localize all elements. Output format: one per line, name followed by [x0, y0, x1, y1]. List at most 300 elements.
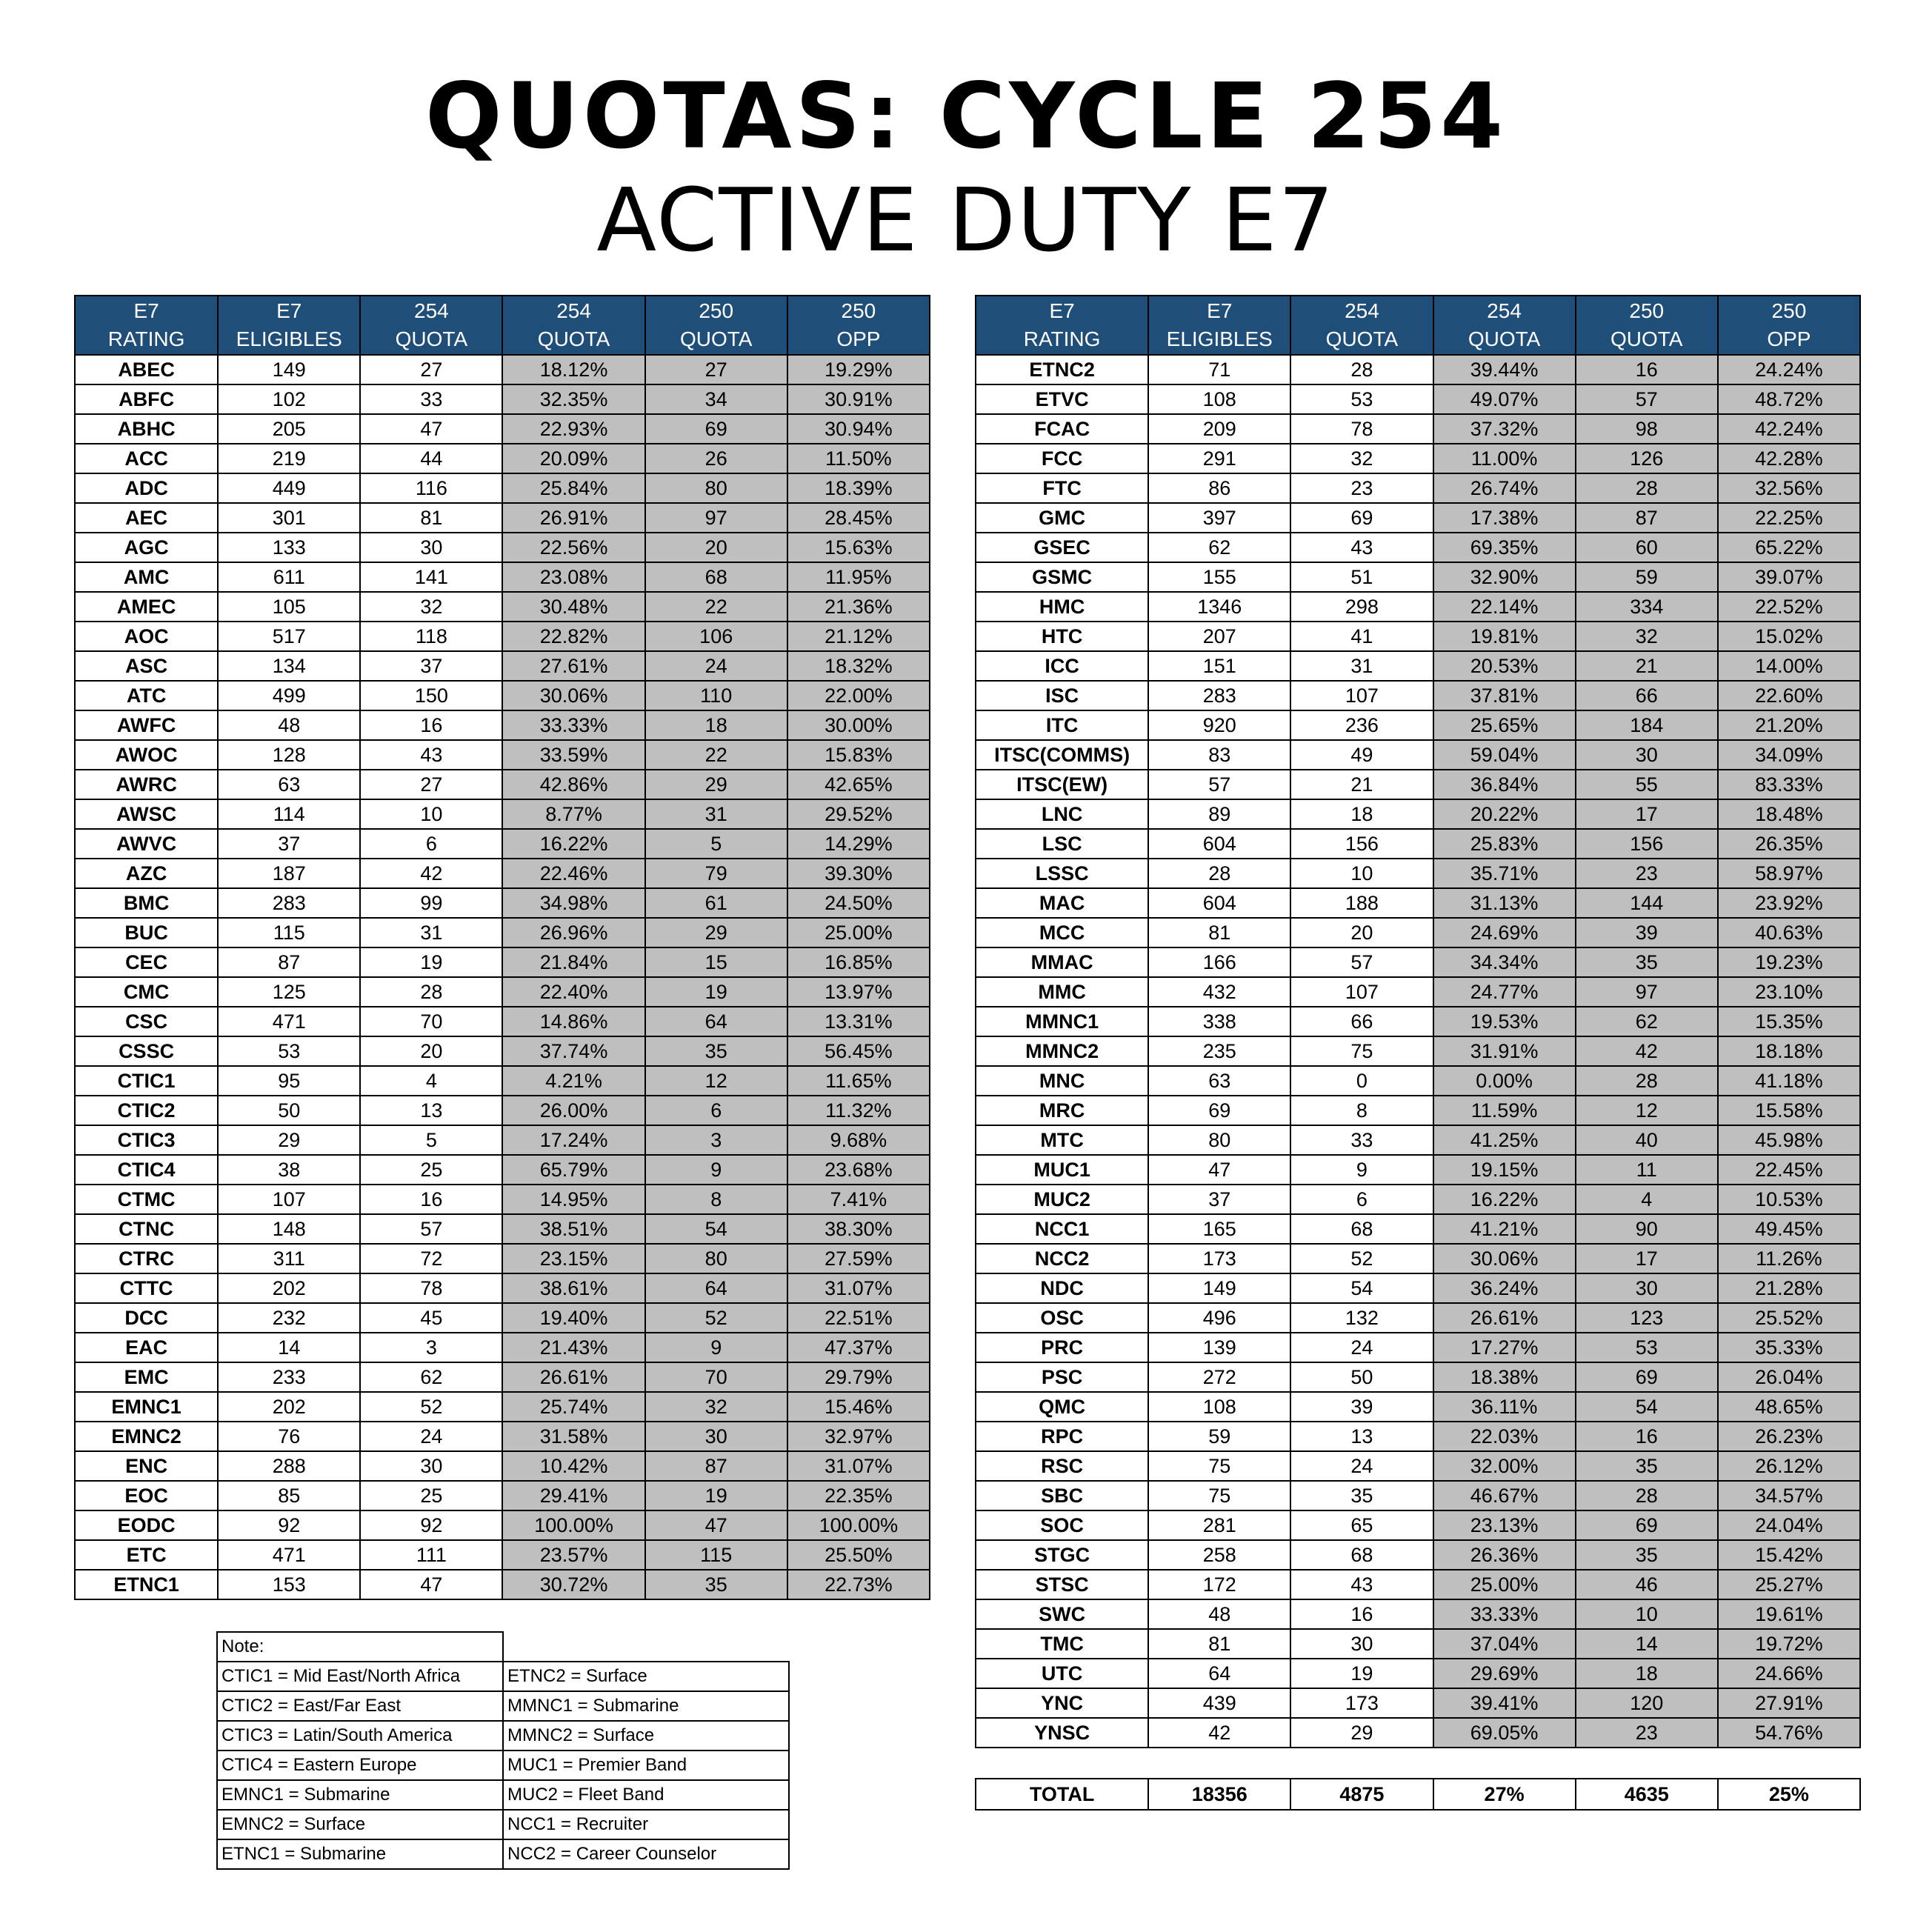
opp-250-cell: 14.29% — [787, 829, 930, 859]
quota-254-cell: 50 — [1290, 1362, 1433, 1392]
table-row — [976, 1481, 1860, 1510]
quota-254-pct-cell: 24.69% — [1433, 918, 1576, 947]
quota-254-pct-cell: 23.13% — [1433, 1510, 1576, 1540]
quota-250-cell: 120 — [1576, 1688, 1718, 1718]
rating-cell: MMAC — [976, 947, 1148, 977]
quota-254-cell: 141 — [360, 562, 502, 592]
opp-250-cell: 23.68% — [787, 1155, 930, 1185]
table-row — [976, 1599, 1860, 1629]
quota-254-cell: 92 — [360, 1510, 502, 1540]
rating-cell: CEC — [75, 947, 218, 977]
opp-250-cell: 19.29% — [787, 355, 930, 384]
rating-cell: RSC — [976, 1451, 1148, 1481]
quota-254-pct-cell: 17.38% — [1433, 503, 1576, 533]
quota-254-cell: 29 — [1290, 1718, 1433, 1748]
rating-cell: LSC — [976, 829, 1148, 859]
note-cell: MUC1 = Premier Band — [503, 1751, 789, 1780]
quota-250-cell: 98 — [1576, 414, 1718, 444]
eligibles-cell: 291 — [1148, 444, 1290, 473]
quota-254-cell: 25 — [360, 1481, 502, 1510]
rating-cell: UTC — [976, 1659, 1148, 1688]
quota-250-cell: 53 — [1576, 1333, 1718, 1362]
quota-254-pct-cell: 30.48% — [502, 592, 644, 622]
opp-250-cell: 11.26% — [1718, 1244, 1860, 1273]
column-header-line: 254 — [414, 299, 449, 322]
quota-254-pct-cell: 32.00% — [1433, 1451, 1576, 1481]
quota-250-cell: 20 — [645, 533, 787, 562]
quota-254-cell: 52 — [1290, 1244, 1433, 1273]
table-row — [75, 1096, 930, 1125]
quota-250-cell: 334 — [1576, 592, 1718, 622]
eligibles-cell: 125 — [218, 977, 360, 1007]
quota-250-cell: 144 — [1576, 888, 1718, 918]
eligibles-cell: 439 — [1148, 1688, 1290, 1718]
table-row — [976, 503, 1860, 533]
page-subtitle: ACTIVE DUTY E7 — [596, 169, 1336, 271]
opp-250-cell: 14.00% — [1718, 651, 1860, 681]
opp-250-cell: 7.41% — [787, 1185, 930, 1214]
quota-254-cell: 54 — [1290, 1273, 1433, 1303]
total-table — [975, 1778, 1861, 1811]
quota-250-cell: 30 — [645, 1422, 787, 1451]
column-header-line: ELIGIBLES — [1166, 327, 1273, 350]
quota-250-cell: 70 — [645, 1362, 787, 1392]
quota-254-cell: 45 — [360, 1303, 502, 1333]
quota-254-pct-cell: 46.67% — [1433, 1481, 1576, 1510]
table-row — [75, 1422, 930, 1451]
eligibles-cell: 151 — [1148, 651, 1290, 681]
opp-250-cell: 39.30% — [787, 859, 930, 888]
opp-250-cell: 21.28% — [1718, 1273, 1860, 1303]
note-cell: MMNC2 = Surface — [503, 1721, 789, 1751]
quota-254-pct-cell: 20.09% — [502, 444, 644, 473]
notes-blank-cell — [503, 1632, 789, 1662]
opp-250-cell: 21.12% — [787, 622, 930, 651]
table-row — [976, 533, 1860, 562]
rating-cell: BUC — [75, 918, 218, 947]
quota-254-pct-cell: 29.69% — [1433, 1659, 1576, 1688]
eligibles-cell: 604 — [1148, 888, 1290, 918]
note-cell: CTIC2 = East/Far East — [217, 1691, 503, 1721]
column-header — [976, 296, 1148, 355]
quota-254-pct-cell: 14.95% — [502, 1185, 644, 1214]
opp-250-cell: 39.07% — [1718, 562, 1860, 592]
column-header — [218, 296, 360, 355]
eligibles-cell: 107 — [218, 1185, 360, 1214]
column-header — [1576, 296, 1718, 355]
table-row — [976, 1214, 1860, 1244]
opp-250-cell: 15.63% — [787, 533, 930, 562]
opp-250-cell: 34.09% — [1718, 740, 1860, 770]
quota-250-cell: 29 — [645, 918, 787, 947]
eligibles-cell: 258 — [1148, 1540, 1290, 1570]
quota-250-cell: 34 — [645, 384, 787, 414]
eligibles-cell: 153 — [218, 1570, 360, 1599]
table-row — [976, 1510, 1860, 1540]
quota-250-cell: 54 — [645, 1214, 787, 1244]
quota-250-cell: 17 — [1576, 1244, 1718, 1273]
quota-254-cell: 43 — [1290, 1570, 1433, 1599]
quota-250-cell: 12 — [1576, 1096, 1718, 1125]
quota-254-cell: 8 — [1290, 1096, 1433, 1125]
quota-250-cell: 55 — [1576, 770, 1718, 799]
opp-250-cell: 24.04% — [1718, 1510, 1860, 1540]
eligibles-cell: 75 — [1148, 1451, 1290, 1481]
eligibles-cell: 149 — [1148, 1273, 1290, 1303]
eligibles-cell: 71 — [1148, 355, 1290, 384]
opp-250-cell: 28.45% — [787, 503, 930, 533]
column-header-line: 250 — [1771, 299, 1807, 322]
quota-254-cell: 173 — [1290, 1688, 1433, 1718]
opp-250-cell: 22.60% — [1718, 681, 1860, 710]
quota-254-cell: 39 — [1290, 1392, 1433, 1422]
table-row — [75, 1125, 930, 1155]
column-header-line: RATING — [107, 327, 185, 350]
quota-254-pct-cell: 69.05% — [1433, 1718, 1576, 1748]
rating-cell: AEC — [75, 503, 218, 533]
eligibles-cell: 920 — [1148, 710, 1290, 740]
rating-cell: ADC — [75, 473, 218, 503]
quota-250-cell: 16 — [1576, 1422, 1718, 1451]
quota-254-cell: 70 — [360, 1007, 502, 1036]
quota-250-cell: 14 — [1576, 1629, 1718, 1659]
rating-cell: HMC — [976, 592, 1148, 622]
quota-250-cell: 54 — [1576, 1392, 1718, 1422]
rating-cell: SWC — [976, 1599, 1148, 1629]
quota-254-pct-cell: 17.24% — [502, 1125, 644, 1155]
opp-250-cell: 15.35% — [1718, 1007, 1860, 1036]
table-row — [976, 1185, 1860, 1214]
quota-254-pct-cell: 37.32% — [1433, 414, 1576, 444]
quota-254-cell: 19 — [1290, 1659, 1433, 1688]
quota-254-cell: 53 — [1290, 384, 1433, 414]
quota-250-cell: 42 — [1576, 1036, 1718, 1066]
notes-table — [216, 1631, 790, 1870]
total-254-quota-pct: 27% — [1433, 1779, 1576, 1810]
opp-250-cell: 16.85% — [787, 947, 930, 977]
quota-table-right — [975, 295, 1861, 1748]
quota-254-cell: 75 — [1290, 1036, 1433, 1066]
quota-254-pct-cell: 20.53% — [1433, 651, 1576, 681]
quota-254-cell: 10 — [1290, 859, 1433, 888]
quota-254-pct-cell: 29.41% — [502, 1481, 644, 1510]
table-row — [75, 1303, 930, 1333]
eligibles-cell: 42 — [1148, 1718, 1290, 1748]
opp-250-cell: 24.66% — [1718, 1659, 1860, 1688]
opp-250-cell: 18.32% — [787, 651, 930, 681]
table-row — [75, 977, 930, 1007]
rating-cell: EMNC2 — [75, 1422, 218, 1451]
table-row — [75, 681, 930, 710]
table-row — [976, 1333, 1860, 1362]
notes-label: Note: — [217, 1632, 503, 1662]
quota-250-cell: 17 — [1576, 799, 1718, 829]
quota-254-pct-cell: 65.79% — [502, 1155, 644, 1185]
eligibles-cell: 64 — [1148, 1659, 1290, 1688]
opp-250-cell: 23.10% — [1718, 977, 1860, 1007]
quota-254-pct-cell: 18.12% — [502, 355, 644, 384]
table-row — [75, 918, 930, 947]
rating-cell: RPC — [976, 1422, 1148, 1451]
rating-cell: AMC — [75, 562, 218, 592]
opp-250-cell: 100.00% — [787, 1510, 930, 1540]
eligibles-cell: 139 — [1148, 1333, 1290, 1362]
quota-250-cell: 26 — [645, 444, 787, 473]
rating-cell: ICC — [976, 651, 1148, 681]
quota-254-cell: 47 — [360, 414, 502, 444]
eligibles-cell: 85 — [218, 1481, 360, 1510]
quota-254-cell: 4 — [360, 1066, 502, 1096]
opp-250-cell: 83.33% — [1718, 770, 1860, 799]
rating-cell: SOC — [976, 1510, 1148, 1540]
column-header — [502, 296, 644, 355]
quota-250-cell: 35 — [645, 1036, 787, 1066]
eligibles-cell: 611 — [218, 562, 360, 592]
table-row — [75, 355, 930, 384]
table-row — [976, 1125, 1860, 1155]
quota-254-cell: 78 — [360, 1273, 502, 1303]
rating-cell: CTMC — [75, 1185, 218, 1214]
rating-cell: LNC — [976, 799, 1148, 829]
opp-250-cell: 32.97% — [787, 1422, 930, 1451]
quota-250-cell: 35 — [645, 1570, 787, 1599]
quota-254-pct-cell: 11.00% — [1433, 444, 1576, 473]
rating-cell: ITSC(COMMS) — [976, 740, 1148, 770]
note-cell: EMNC1 = Submarine — [217, 1780, 503, 1810]
quota-250-cell: 87 — [1576, 503, 1718, 533]
quota-254-cell: 28 — [360, 977, 502, 1007]
quota-254-cell: 31 — [360, 918, 502, 947]
rating-cell: ATC — [75, 681, 218, 710]
quota-250-cell: 32 — [645, 1392, 787, 1422]
quota-254-cell: 25 — [360, 1155, 502, 1185]
quota-254-cell: 298 — [1290, 592, 1433, 622]
table-body — [75, 355, 930, 1599]
quota-254-pct-cell: 34.34% — [1433, 947, 1576, 977]
eligibles-cell: 272 — [1148, 1362, 1290, 1392]
quota-250-cell: 32 — [1576, 622, 1718, 651]
opp-250-cell: 22.52% — [1718, 592, 1860, 622]
rating-cell: EMC — [75, 1362, 218, 1392]
eligibles-cell: 496 — [1148, 1303, 1290, 1333]
opp-250-cell: 45.98% — [1718, 1125, 1860, 1155]
column-header-line: 254 — [1345, 299, 1379, 322]
quota-254-cell: 32 — [1290, 444, 1433, 473]
quota-254-pct-cell: 22.56% — [502, 533, 644, 562]
quota-254-pct-cell: 8.77% — [502, 799, 644, 829]
column-header — [787, 296, 930, 355]
quota-254-cell: 107 — [1290, 681, 1433, 710]
note-cell: CTIC4 = Eastern Europe — [217, 1751, 503, 1780]
table-row — [75, 1244, 930, 1273]
quota-254-pct-cell: 26.96% — [502, 918, 644, 947]
eligibles-cell: 155 — [1148, 562, 1290, 592]
eligibles-cell: 166 — [1148, 947, 1290, 977]
rating-cell: ISC — [976, 681, 1148, 710]
quota-250-cell: 30 — [1576, 1273, 1718, 1303]
quota-254-pct-cell: 22.93% — [502, 414, 644, 444]
eligibles-cell: 449 — [218, 473, 360, 503]
rating-cell: STSC — [976, 1570, 1148, 1599]
eligibles-cell: 338 — [1148, 1007, 1290, 1036]
quota-254-pct-cell: 35.71% — [1433, 859, 1576, 888]
eligibles-cell: 233 — [218, 1362, 360, 1392]
opp-250-cell: 38.30% — [787, 1214, 930, 1244]
eligibles-cell: 148 — [218, 1214, 360, 1244]
quota-254-pct-cell: 25.83% — [1433, 829, 1576, 859]
rating-cell: MRC — [976, 1096, 1148, 1125]
quota-254-cell: 57 — [360, 1214, 502, 1244]
column-header — [1290, 296, 1433, 355]
quota-254-pct-cell: 100.00% — [502, 1510, 644, 1540]
opp-250-cell: 26.23% — [1718, 1422, 1860, 1451]
note-row — [217, 1839, 789, 1869]
opp-250-cell: 19.61% — [1718, 1599, 1860, 1629]
table-row — [75, 710, 930, 740]
table-row — [75, 1185, 930, 1214]
table-row — [976, 1570, 1860, 1599]
quota-254-pct-cell: 33.33% — [1433, 1599, 1576, 1629]
opp-250-cell: 41.18% — [1718, 1066, 1860, 1096]
rating-cell: MMNC1 — [976, 1007, 1148, 1036]
table-row — [976, 1273, 1860, 1303]
quota-250-cell: 23 — [1576, 1718, 1718, 1748]
quota-250-cell: 106 — [645, 622, 787, 651]
opp-250-cell: 25.52% — [1718, 1303, 1860, 1333]
table-row — [75, 592, 930, 622]
rating-cell: TMC — [976, 1629, 1148, 1659]
quota-254-cell: 9 — [1290, 1155, 1433, 1185]
table-row — [75, 414, 930, 444]
rating-cell: AMEC — [75, 592, 218, 622]
quota-254-pct-cell: 19.53% — [1433, 1007, 1576, 1036]
eligibles-cell: 149 — [218, 355, 360, 384]
eligibles-cell: 202 — [218, 1273, 360, 1303]
rating-cell: AWVC — [75, 829, 218, 859]
quota-254-pct-cell: 69.35% — [1433, 533, 1576, 562]
table-row — [976, 859, 1860, 888]
quota-254-cell: 13 — [1290, 1422, 1433, 1451]
rating-cell: CTTC — [75, 1273, 218, 1303]
opp-250-cell: 49.45% — [1718, 1214, 1860, 1244]
rating-cell: YNC — [976, 1688, 1148, 1718]
quota-254-pct-cell: 0.00% — [1433, 1066, 1576, 1096]
quota-254-cell: 107 — [1290, 977, 1433, 1007]
quota-254-pct-cell: 25.65% — [1433, 710, 1576, 740]
eligibles-cell: 76 — [218, 1422, 360, 1451]
quota-254-cell: 43 — [1290, 533, 1433, 562]
eligibles-cell: 95 — [218, 1066, 360, 1096]
table-row — [75, 1155, 930, 1185]
quota-254-cell: 188 — [1290, 888, 1433, 918]
eligibles-cell: 202 — [218, 1392, 360, 1422]
quota-254-cell: 43 — [360, 740, 502, 770]
quota-254-cell: 21 — [1290, 770, 1433, 799]
eligibles-cell: 63 — [1148, 1066, 1290, 1096]
table-row — [976, 799, 1860, 829]
table-row — [75, 562, 930, 592]
quota-250-cell: 40 — [1576, 1125, 1718, 1155]
opp-250-cell: 10.53% — [1718, 1185, 1860, 1214]
table-row — [976, 1629, 1860, 1659]
quota-250-cell: 69 — [1576, 1510, 1718, 1540]
column-header-line: QUOTA — [537, 327, 610, 350]
opp-250-cell: 27.91% — [1718, 1688, 1860, 1718]
opp-250-cell: 25.50% — [787, 1540, 930, 1570]
quota-254-pct-cell: 22.82% — [502, 622, 644, 651]
table-row — [976, 1688, 1860, 1718]
rating-cell: EOC — [75, 1481, 218, 1510]
table-row — [976, 1155, 1860, 1185]
opp-250-cell: 22.45% — [1718, 1155, 1860, 1185]
rating-cell: ENC — [75, 1451, 218, 1481]
rating-cell: NCC1 — [976, 1214, 1148, 1244]
rating-cell: AWFC — [75, 710, 218, 740]
opp-250-cell: 30.94% — [787, 414, 930, 444]
eligibles-cell: 80 — [1148, 1125, 1290, 1155]
column-header-line: QUOTA — [1325, 327, 1399, 350]
column-header-line: OPP — [836, 327, 881, 350]
table-row — [976, 1096, 1860, 1125]
rating-cell: SBC — [976, 1481, 1148, 1510]
quota-254-cell: 23 — [1290, 473, 1433, 503]
quota-254-pct-cell: 31.13% — [1433, 888, 1576, 918]
rating-cell: ETVC — [976, 384, 1148, 414]
quota-250-cell: 97 — [645, 503, 787, 533]
note-cell: ETNC2 = Surface — [503, 1662, 789, 1691]
quota-254-cell: 156 — [1290, 829, 1433, 859]
opp-250-cell: 31.07% — [787, 1273, 930, 1303]
table-row — [75, 1036, 930, 1066]
eligibles-cell: 397 — [1148, 503, 1290, 533]
total-eligibles: 18356 — [1148, 1779, 1290, 1810]
rating-cell: AOC — [75, 622, 218, 651]
rating-cell: ABEC — [75, 355, 218, 384]
column-header-line: 254 — [1487, 299, 1522, 322]
rating-cell: PSC — [976, 1362, 1148, 1392]
rating-cell: MMNC2 — [976, 1036, 1148, 1066]
quota-250-cell: 30 — [1576, 740, 1718, 770]
opp-250-cell: 18.39% — [787, 473, 930, 503]
rating-cell: AWRC — [75, 770, 218, 799]
table-row — [976, 1244, 1860, 1273]
quota-254-pct-cell: 21.84% — [502, 947, 644, 977]
table-row — [75, 473, 930, 503]
quota-250-cell: 3 — [645, 1125, 787, 1155]
quota-250-cell: 35 — [1576, 1451, 1718, 1481]
eligibles-cell: 89 — [1148, 799, 1290, 829]
table-row — [75, 947, 930, 977]
quota-250-cell: 9 — [645, 1155, 787, 1185]
table-row — [976, 384, 1860, 414]
eligibles-cell: 471 — [218, 1540, 360, 1570]
eligibles-cell: 108 — [1148, 384, 1290, 414]
quota-254-cell: 30 — [1290, 1629, 1433, 1659]
eligibles-cell: 14 — [218, 1333, 360, 1362]
opp-250-cell: 29.79% — [787, 1362, 930, 1392]
column-header — [1148, 296, 1290, 355]
quota-254-cell: 30 — [360, 1451, 502, 1481]
note-cell: CTIC1 = Mid East/North Africa — [217, 1662, 503, 1691]
note-row — [217, 1721, 789, 1751]
quota-250-cell: 19 — [645, 1481, 787, 1510]
table-row — [976, 1036, 1860, 1066]
table-row — [75, 740, 930, 770]
rating-cell: MMC — [976, 977, 1148, 1007]
quota-254-cell: 44 — [360, 444, 502, 473]
quota-254-pct-cell: 20.22% — [1433, 799, 1576, 829]
quota-250-cell: 110 — [645, 681, 787, 710]
